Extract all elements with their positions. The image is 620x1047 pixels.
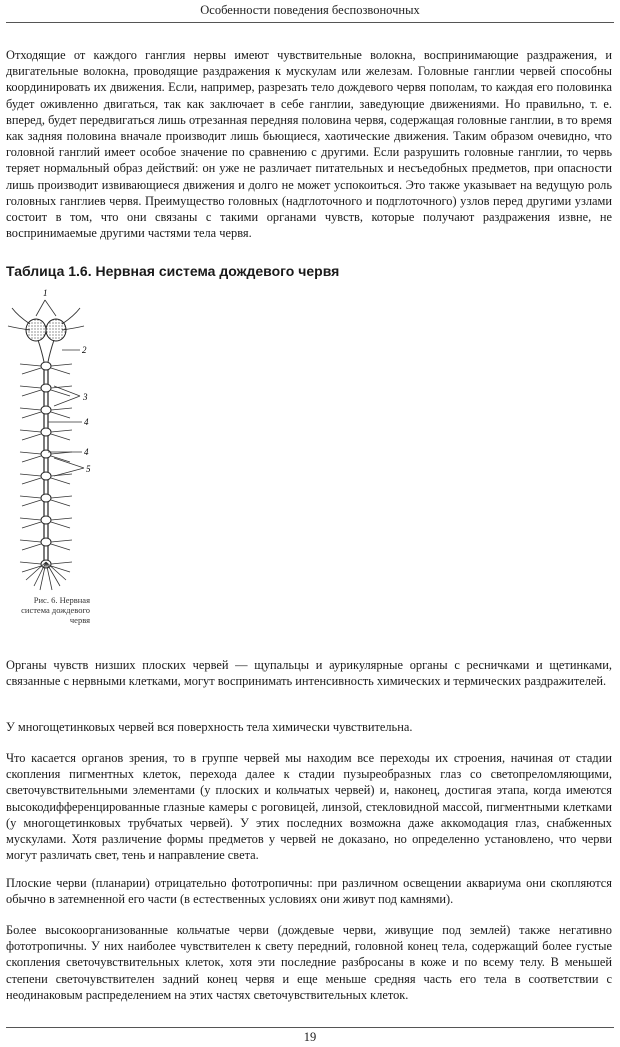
figure-label-1: 1 — [43, 288, 48, 298]
figure-label-2: 2 — [82, 345, 87, 355]
figure-label-4b: 4 — [84, 447, 89, 457]
earthworm-nervous-system-figure — [4, 286, 114, 650]
figure-label-5: 5 — [86, 464, 91, 474]
paragraph-polychaete-chemosense: У многощетинковых червей вся поверхность тела химически чувствительна. — [6, 720, 413, 734]
paragraph-annelid-phototropism: Более высокоорганизованные кольчатые черви (дождевые черви, живущие под землей) также негативно фототропичны. У них наиболее чувствителен к свету передний, головной конец тела, содержащий более густые скопления светочувствительных клеток, хотя эти последние разбросаны в коже и по всему телу. В меньшей степени светочувствителен задний конец червя и еще меньше средняя часть его тела в соответствии с неодинаковым распределением на этих частях светочувствительных клеток. — [6, 923, 612, 1002]
header-divider — [6, 22, 614, 23]
running-title: Особенности поведения беспозвоночных — [200, 3, 420, 17]
table-title: Таблица 1.6. Нервная система дождевого червя — [6, 263, 340, 279]
figure-label-3: 3 — [83, 392, 88, 402]
footer-divider — [6, 1027, 614, 1028]
paragraph-vision-organs: Что касается органов зрения, то в группе червей мы находим все переходы их строения, начиная от стадии скопления пигментных клеток, перехода далее к стадии пузыреобразных глаз со светопреломляющими, светочувствительными элементами (у плоских и кольчатых червей) и, наконец, достигая этапа, когда имеются высокодифференцированные глазные камеры с роговицей, линзой, стекловидной массой, пигментными клетками (у многощетинковых трубчатых червей). У этих последних возможна даже аккомодация глаз, снабженных мускулами. Хотя различение формы предметов у червей не доказано, но определенно установлено, что черви могут различать свет, тень и направление света. — [6, 751, 612, 863]
page-number: 19 — [303, 1030, 317, 1044]
segmental-ganglia — [20, 362, 72, 572]
figure-caption: Рис. 6. Нервная система дождевого червя — [21, 595, 90, 625]
paragraph-ganglia-function: Отходящие от каждого ганглия нервы имеют чувствительные волокна, воспринимающие раздражения, и двигательные волокна, проводящие раздражения к мускулам или железам. Головные ганглии червей способны координировать их движения. Если, например, разрезать тело дождевого червя пополам, то каждая его половинка будет оживленно двигаться, так как заключает в себе ганглии, заведующие движениями. Но правильно, т. е. вперед, будет передвигаться лишь отрезанная передняя половина червя, содержащая головные ганглии, в то время как задняя половина вначале производит лишь бьющиеся, хаотические движения. Таким образом очевидно, что головной ганглий имеет особое значение по сравнению с другими. Если разрушить головные ганглии, то червь теряет нормальный образ действий: он уже не различает питательных и несъедобных предметов, при опасности лишь производит извивающиеся движения и долго не может успокоиться. Это также указывает на ведущую роль головных ганглиев червя. Преимущество головных (надглоточного и подглоточного) узлов перед другими узлами состоит в том, что они связаны с такими органами чувств, которые получают раздражения извне, не воспринимаемые другими частями тела червя. — [6, 48, 612, 241]
figure-label-4a: 4 — [84, 417, 89, 427]
paragraph-planaria-phototropism: Плоские черви (планарии) отрицательно фототропичны: при различном освещении аквариума они скопляются обычно в затемненной его части (в естественных условиях они живут под камнями). — [6, 876, 612, 907]
paragraph-flatworm-senses: Органы чувств низших плоских червей — щупальцы и аурикулярные органы с ресничками и щетинками, связанные с нервными клетками, могут воспринимать интенсивность химических и термических раздражителей. — [6, 658, 612, 689]
